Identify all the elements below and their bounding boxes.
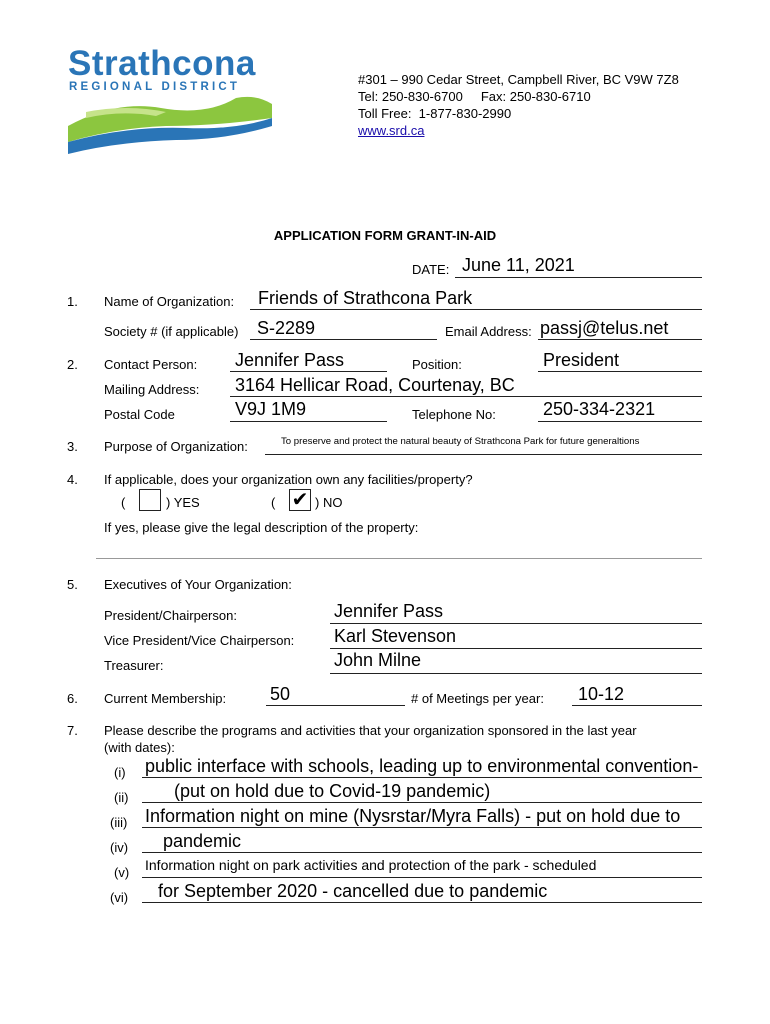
email-label: Email Address: (445, 324, 532, 339)
vp-label: Vice President/Vice Chairperson: (104, 633, 295, 648)
activity-underline (142, 852, 702, 853)
telephone-field[interactable]: 250-334-2321 (543, 399, 656, 419)
website-link[interactable]: www.srd.ca (358, 123, 425, 138)
purpose-field[interactable]: To preserve and protect the natural beauty of Strathcona Park for future generaltions (281, 436, 640, 447)
email-field[interactable]: passj@telus.net (540, 318, 669, 338)
yes-open-paren: ( (121, 495, 126, 510)
logo-subtitle: REGIONAL DISTRICT (69, 81, 241, 93)
treasurer-underline (330, 673, 702, 674)
logo (66, 44, 272, 156)
header-address: #301 – 990 Cedar Street, Campbell River, BC V9W 7Z8 (358, 72, 679, 87)
date-underline (455, 277, 702, 278)
activity-underline (142, 777, 702, 778)
no-checkbox[interactable] (289, 489, 311, 511)
date-label: DATE: (412, 262, 450, 277)
activities-prompt-2: (with dates): (104, 740, 175, 755)
form-title: APPLICATION FORM GRANT-IN-AID (273, 228, 497, 243)
activity-field[interactable]: Information night on park activities and protection of the park - scheduled (145, 857, 597, 873)
executives-label: Executives of Your Organization: (104, 577, 292, 592)
date-field[interactable]: June 11, 2021 (462, 255, 575, 275)
org-name-underline (250, 309, 702, 310)
activity-roman: (iii) (110, 815, 128, 830)
activity-underline (142, 827, 702, 828)
activity-field[interactable]: for September 2020 - cancelled due to pandemic (158, 881, 548, 901)
treasurer-field[interactable]: John Milne (334, 650, 422, 670)
president-field[interactable]: Jennifer Pass (334, 601, 444, 621)
header-toll-free: Toll Free: 1-877-830-2990 (358, 106, 512, 121)
activity-roman: (i) (114, 765, 126, 780)
activity-roman: (ii) (114, 790, 129, 805)
position-label: Position: (412, 357, 462, 372)
activity-roman: (vi) (110, 890, 129, 905)
contact-label: Contact Person: (104, 357, 198, 372)
yes-checkbox[interactable] (139, 489, 161, 511)
position-underline (538, 371, 702, 372)
meetings-label: # of Meetings per year: (411, 691, 544, 706)
membership-underline (266, 705, 405, 706)
telephone-label: Telephone No: (412, 407, 496, 422)
q1-number: 1. (67, 294, 78, 309)
vp-underline (330, 648, 702, 649)
activity-field[interactable]: pandemic (163, 831, 242, 851)
contact-field[interactable]: Jennifer Pass (235, 350, 345, 370)
treasurer-label: Treasurer: (104, 658, 164, 673)
postal-label: Postal Code (104, 407, 175, 422)
activity-underline (142, 902, 702, 903)
activity-roman: (iv) (110, 840, 129, 855)
q7-number: 7. (67, 723, 78, 738)
legal-description-field[interactable] (96, 558, 702, 559)
position-field[interactable]: President (543, 350, 620, 370)
contact-underline (230, 371, 387, 372)
activity-field[interactable]: (put on hold due to Covid-19 pandemic) (174, 781, 491, 801)
meetings-field[interactable]: 10-12 (578, 684, 625, 704)
society-field[interactable]: S-2289 (257, 318, 316, 338)
q5-number: 5. (67, 577, 78, 592)
society-label: Society # (if applicable) (104, 324, 239, 339)
postal-underline (230, 421, 387, 422)
activity-field[interactable]: Information night on mine (Nysrstar/Myra Falls) - put on hold due to (145, 806, 681, 826)
q6-number: 6. (67, 691, 78, 706)
email-underline (538, 339, 702, 340)
header-phone-fax: Tel: 250-830-6700 Fax: 250-830-6710 (358, 89, 591, 104)
activities-prompt: Please describe the programs and activities that your organization sponsored in the last year (104, 723, 637, 738)
activity-underline (142, 877, 702, 878)
no-check-icon: ✔ (291, 489, 309, 511)
mailing-underline (230, 396, 702, 397)
vp-field[interactable]: Karl Stevenson (334, 626, 457, 646)
postal-field[interactable]: V9J 1M9 (235, 399, 307, 419)
mailing-field[interactable]: 3164 Hellicar Road, Courtenay, BC (235, 375, 515, 395)
q4-number: 4. (67, 472, 78, 487)
logo-title: Strathcona (68, 44, 256, 83)
activity-underline (142, 802, 702, 803)
org-name-field[interactable]: Friends of Strathcona Park (258, 288, 473, 308)
membership-field[interactable]: 50 (270, 684, 291, 704)
meetings-underline (572, 705, 702, 706)
logo-landscape-icon (66, 96, 272, 154)
no-open-paren: ( (271, 495, 276, 510)
q3-number: 3. (67, 439, 78, 454)
purpose-label: Purpose of Organization: (104, 439, 248, 454)
telephone-underline (538, 421, 702, 422)
president-label: President/Chairperson: (104, 608, 237, 623)
no-label: ) NO (315, 495, 343, 510)
activity-field[interactable]: public interface with schools, leading up to environmental convention- (145, 756, 699, 776)
society-underline (250, 339, 437, 340)
activity-roman: (v) (114, 865, 130, 880)
membership-label: Current Membership: (104, 691, 227, 706)
facilities-question: If applicable, does your organization own any facilities/property? (104, 472, 473, 487)
yes-label: ) YES (166, 495, 200, 510)
legal-description-prompt: If yes, please give the legal description of the property: (104, 520, 419, 535)
q2-number: 2. (67, 357, 78, 372)
purpose-underline (265, 454, 702, 455)
org-name-label: Name of Organization: (104, 294, 235, 309)
president-underline (330, 623, 702, 624)
mailing-label: Mailing Address: (104, 382, 200, 397)
